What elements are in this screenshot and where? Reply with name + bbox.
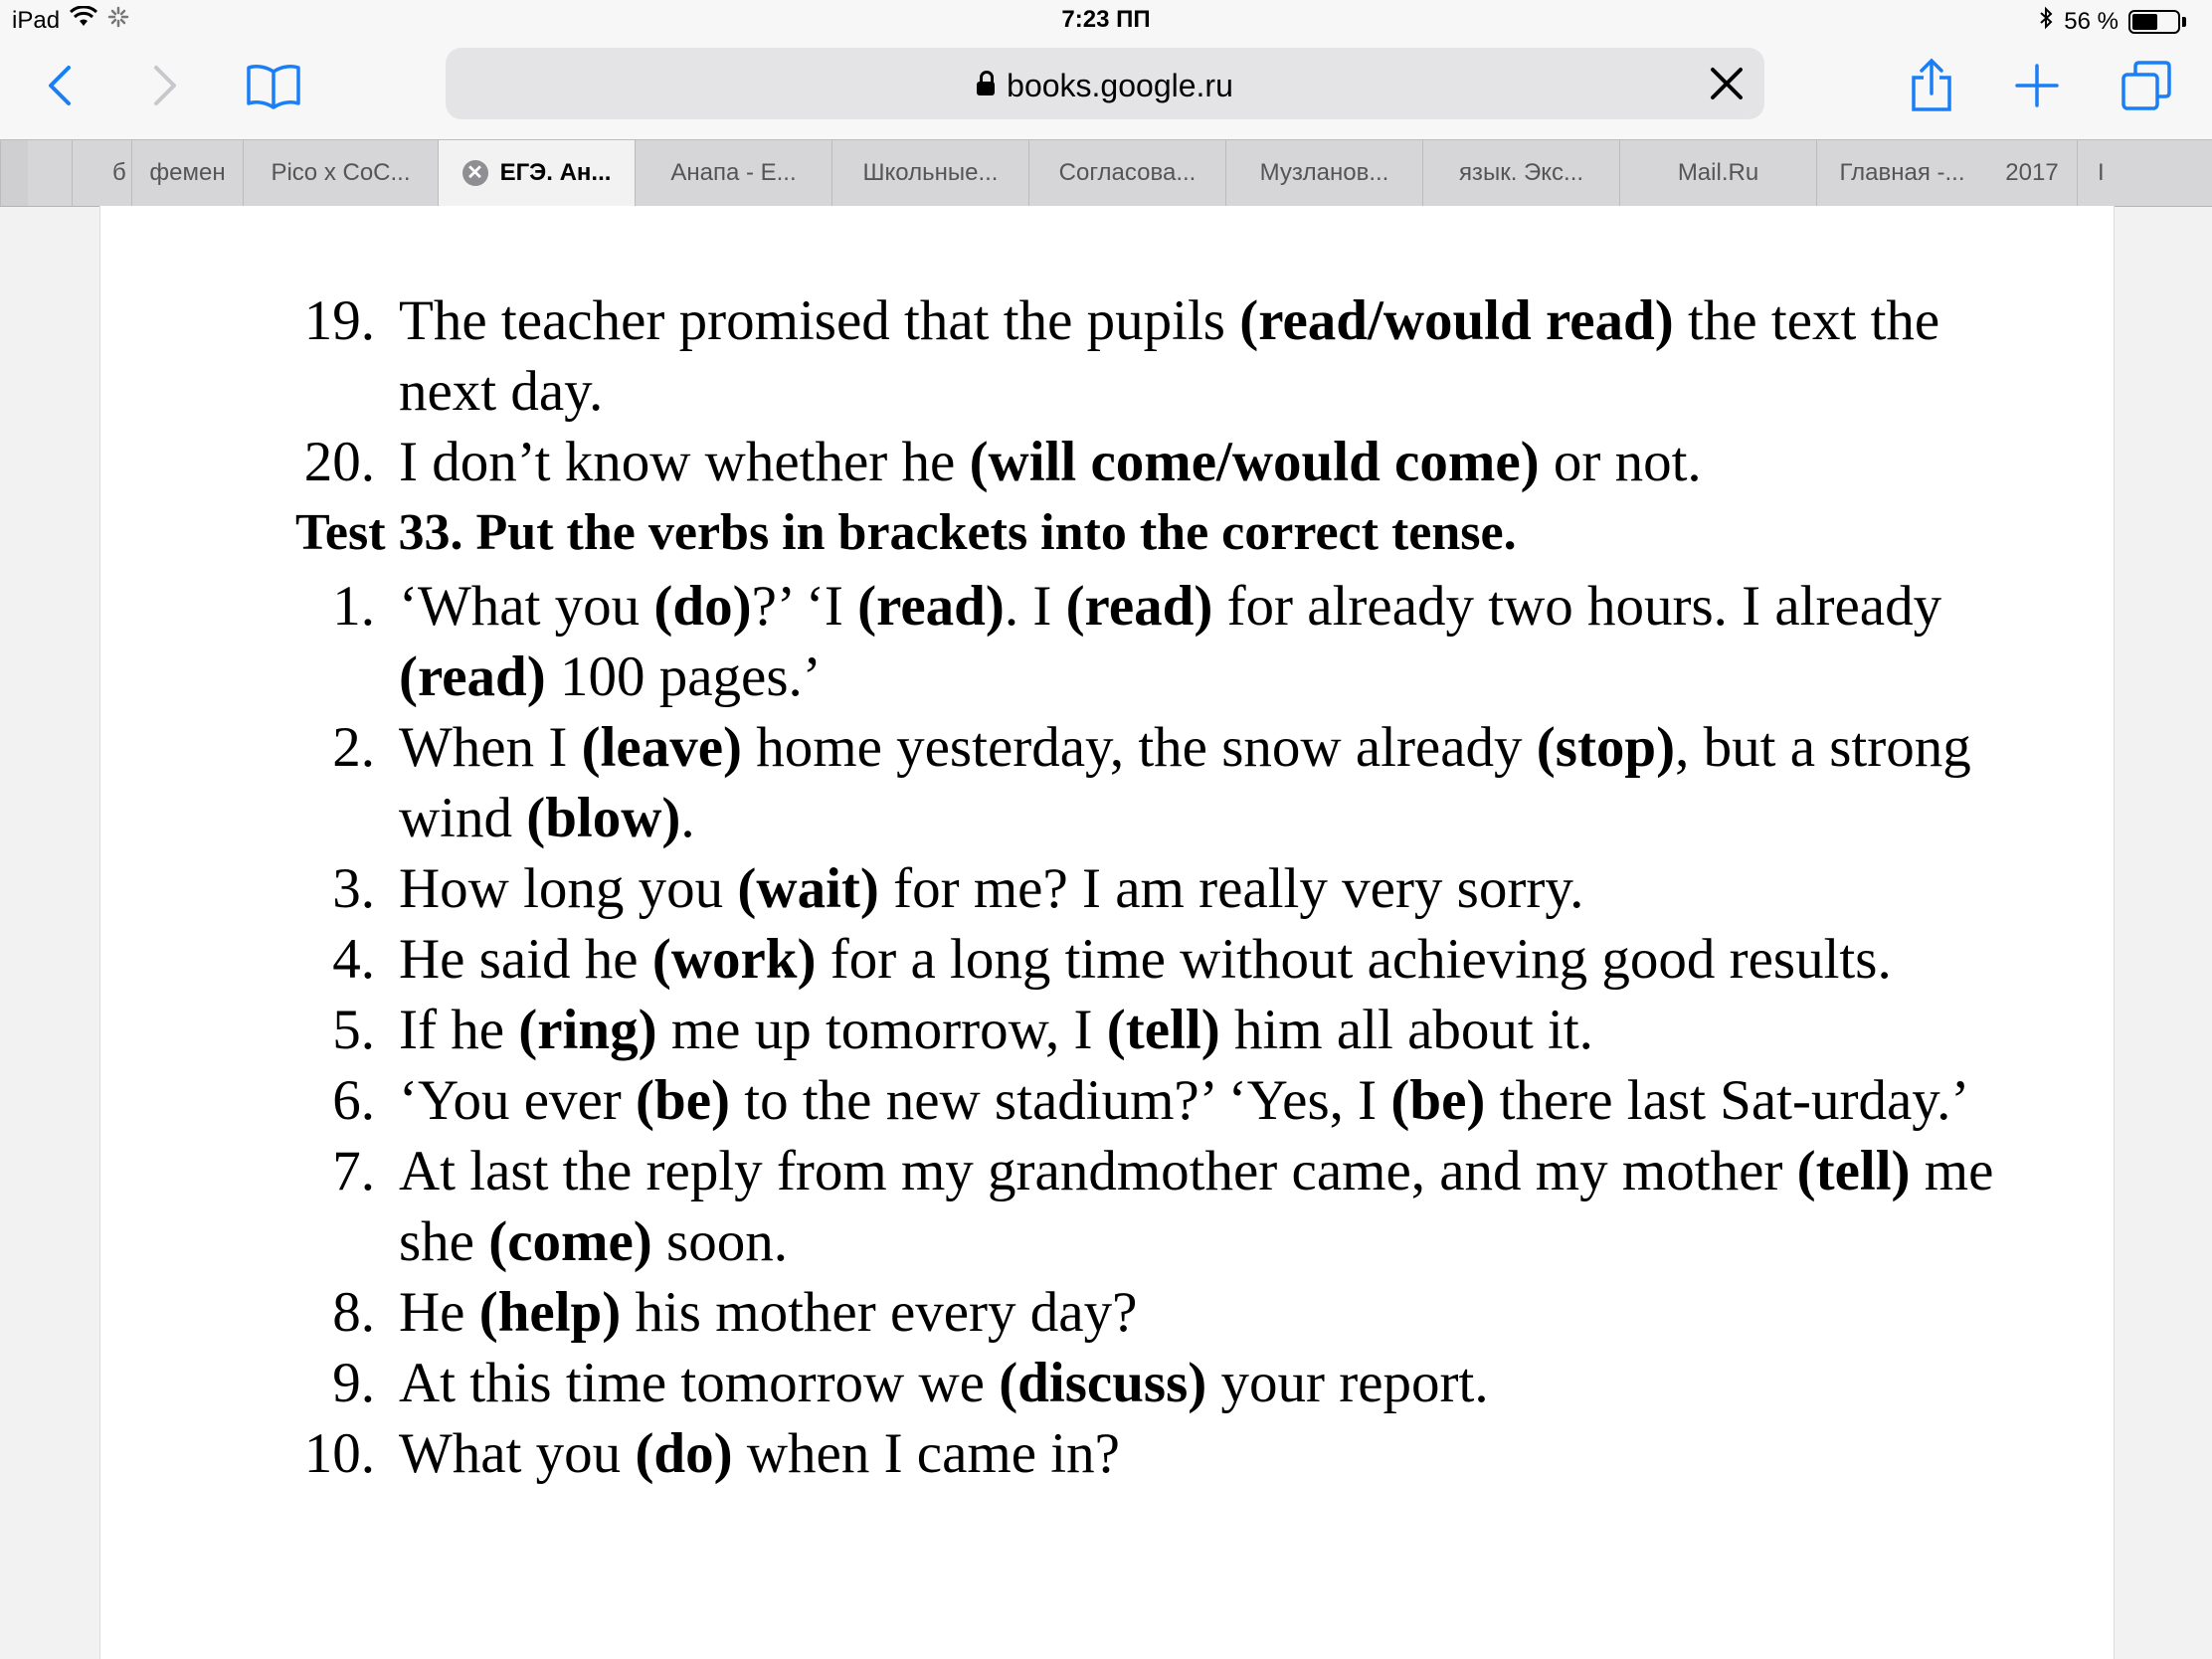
close-icon <box>1707 64 1747 103</box>
item-number: 8. <box>332 1281 375 1344</box>
verb-prompt: (be) <box>1390 1069 1486 1132</box>
verb-prompt: (be) <box>636 1069 730 1132</box>
tab-11[interactable] <box>1816 140 1987 206</box>
tab-label: Музланов... <box>1259 159 1389 186</box>
item-text: I don’t know whether he <box>399 431 970 493</box>
item-text: At last the reply from my grandmother came, and my mother <box>399 1140 1797 1202</box>
forward-button[interactable] <box>135 56 195 115</box>
tab-8[interactable] <box>1225 140 1422 206</box>
item-number: 10. <box>303 1422 375 1485</box>
item-text: 100 pages.’ <box>545 645 822 708</box>
lock-icon <box>977 82 995 95</box>
status-bar <box>0 0 2212 42</box>
book-page <box>99 206 2115 1659</box>
tab-label: 2017 <box>2005 159 2059 186</box>
exercise-item <box>295 1418 2006 1489</box>
new-tab-button[interactable] <box>2007 56 2067 115</box>
item-number: 5. <box>332 999 375 1061</box>
verb-prompt: (do) <box>653 575 752 638</box>
item-text: his mother every day? <box>621 1281 1138 1344</box>
exercise-item <box>295 712 2006 853</box>
browser-toolbar <box>0 42 2212 139</box>
item-text: your report. <box>1206 1352 1489 1414</box>
battery-percent: 56 % <box>2064 7 2119 35</box>
battery-icon <box>2128 10 2180 34</box>
verb-prompt: (stop) <box>1536 716 1676 779</box>
book-content <box>295 285 2006 1489</box>
exercise-item <box>295 1065 2006 1136</box>
verb-prompt: (read) <box>399 645 546 708</box>
exercise-item <box>295 853 2006 924</box>
verb-prompt: (will come/would come) <box>969 431 1540 493</box>
share-button[interactable] <box>1902 56 1961 115</box>
tab-5[interactable] <box>635 140 831 206</box>
item-number: 7. <box>332 1140 375 1202</box>
item-text: home yesterday, the snow already <box>742 716 1537 779</box>
item-text: for a long time without achieving good results. <box>816 928 1892 991</box>
item-text: there last Sat-urday.’ <box>1485 1069 1970 1132</box>
clear-url-button[interactable] <box>1707 64 1747 103</box>
item-text: soon. <box>651 1210 788 1273</box>
item-text: ‘You ever <box>399 1069 637 1132</box>
tab-7[interactable] <box>1028 140 1225 206</box>
item-text: If he <box>399 999 519 1061</box>
item-text: for me? I am really very sorry. <box>878 857 1584 920</box>
item-text: . <box>680 787 695 849</box>
tab-label: б <box>112 159 126 186</box>
verb-prompt: (tell) <box>1106 999 1220 1061</box>
item-text: He <box>399 1281 479 1344</box>
tabs-overview-button[interactable] <box>2117 56 2176 115</box>
item-text: At this time tomorrow we <box>399 1352 1000 1414</box>
verb-prompt: (tell) <box>1796 1140 1911 1202</box>
bluetooth-icon <box>2038 6 2054 37</box>
verb-prompt: (leave) <box>581 716 742 779</box>
tabs-icon <box>2120 59 2173 112</box>
exercise-item <box>295 285 2006 427</box>
item-text: When I <box>399 716 582 779</box>
tab-1[interactable] <box>72 140 131 206</box>
clock: 7:23 ПП <box>1061 6 1151 33</box>
verb-prompt: (read/would read) <box>1239 289 1674 352</box>
device-name: iPad <box>12 6 61 34</box>
item-number: 20. <box>303 431 375 493</box>
tab-label: ЕГЭ. Ан... <box>499 159 612 186</box>
verb-prompt: (wait) <box>737 857 879 920</box>
verb-prompt: (come) <box>488 1210 652 1273</box>
item-text: me up tomorrow, I <box>656 999 1107 1061</box>
tab-strip <box>0 139 2212 207</box>
item-text: How long you <box>399 857 738 920</box>
verb-prompt: (help) <box>478 1281 622 1344</box>
chevron-left-icon <box>45 64 75 107</box>
tab-label: Анапа - Е... <box>670 159 797 186</box>
item-text: when I came in? <box>732 1422 1120 1485</box>
tab-13[interactable] <box>2077 140 2212 206</box>
item-text: him all about it. <box>1219 999 1593 1061</box>
verb-prompt: (do) <box>635 1422 733 1485</box>
battery-level <box>2132 14 2157 30</box>
item-number: 9. <box>332 1352 375 1414</box>
tab-9[interactable] <box>1422 140 1619 206</box>
chevron-right-icon <box>150 64 180 107</box>
tab-label: Pico x CoC... <box>271 159 411 186</box>
bookmarks-button[interactable] <box>239 56 308 115</box>
verb-prompt: (ring) <box>518 999 657 1061</box>
exercise-item <box>295 995 2006 1065</box>
tab-label: Главная -... <box>1839 159 1965 186</box>
plus-icon <box>2013 62 2061 109</box>
tab-label: язык. Экс... <box>1458 159 1584 186</box>
item-number: 3. <box>332 857 375 920</box>
item-number: 1. <box>332 575 375 638</box>
exercise-item <box>295 1348 2006 1418</box>
url-text: books.google.ru <box>1007 68 1233 103</box>
tab-label: Mail.Ru <box>1677 159 1759 186</box>
tab-10[interactable] <box>1619 140 1816 206</box>
exercise-item <box>295 924 2006 995</box>
book-icon <box>245 62 302 109</box>
item-text: ?’ ‘I <box>751 575 858 638</box>
item-text: What you <box>399 1422 636 1485</box>
tab-4-active[interactable] <box>438 140 635 206</box>
tab-label: Согласова... <box>1058 159 1197 186</box>
verb-prompt: (read) <box>1065 575 1213 638</box>
tab-label: фемен <box>149 159 226 186</box>
tab-close-icon[interactable]: ✕ <box>462 160 488 186</box>
tab-edge <box>0 140 28 206</box>
test-heading: Test 33. Put the verbs in brackets into the correct tense. <box>295 504 1517 561</box>
item-text: He said he <box>399 928 652 991</box>
item-text: to the new stadium?’ ‘Yes, I <box>730 1069 1391 1132</box>
item-text: or not. <box>1539 431 1702 493</box>
tab-edge-2 <box>28 140 72 206</box>
item-text: ‘What you <box>399 575 654 638</box>
previous-exercise-items <box>295 285 2006 497</box>
share-icon <box>1910 58 1953 113</box>
verb-prompt: (blow) <box>526 787 681 849</box>
item-number: 2. <box>332 716 375 779</box>
tab-label: I <box>2098 159 2105 186</box>
address-bar[interactable] <box>446 48 1764 119</box>
tab-2[interactable] <box>131 140 243 206</box>
verb-prompt: (discuss) <box>999 1352 1207 1414</box>
item-text: , but a strong wind <box>399 716 1971 849</box>
item-text: The teacher promised that the pupils <box>399 289 1240 352</box>
tab-label: Школьные... <box>862 159 999 186</box>
exercise-item <box>295 1136 2006 1277</box>
item-text: for already two hours. I already <box>1212 575 1942 638</box>
item-text: the text the next day. <box>399 289 1940 423</box>
back-button[interactable] <box>30 56 90 115</box>
exercise-item <box>295 427 2006 497</box>
verb-prompt: (read) <box>857 575 1005 638</box>
exercise-items <box>295 571 2006 1489</box>
item-number: 6. <box>332 1069 375 1132</box>
item-number: 4. <box>332 928 375 991</box>
exercise-item <box>295 1277 2006 1348</box>
tab-3[interactable] <box>243 140 438 206</box>
item-text: . I <box>1004 575 1066 638</box>
verb-prompt: (work) <box>651 928 817 991</box>
item-number: 19. <box>303 289 375 352</box>
exercise-item <box>295 571 2006 712</box>
tab-12[interactable] <box>1987 140 2077 206</box>
tab-6[interactable] <box>831 140 1028 206</box>
item-text: me she <box>399 1140 1994 1273</box>
